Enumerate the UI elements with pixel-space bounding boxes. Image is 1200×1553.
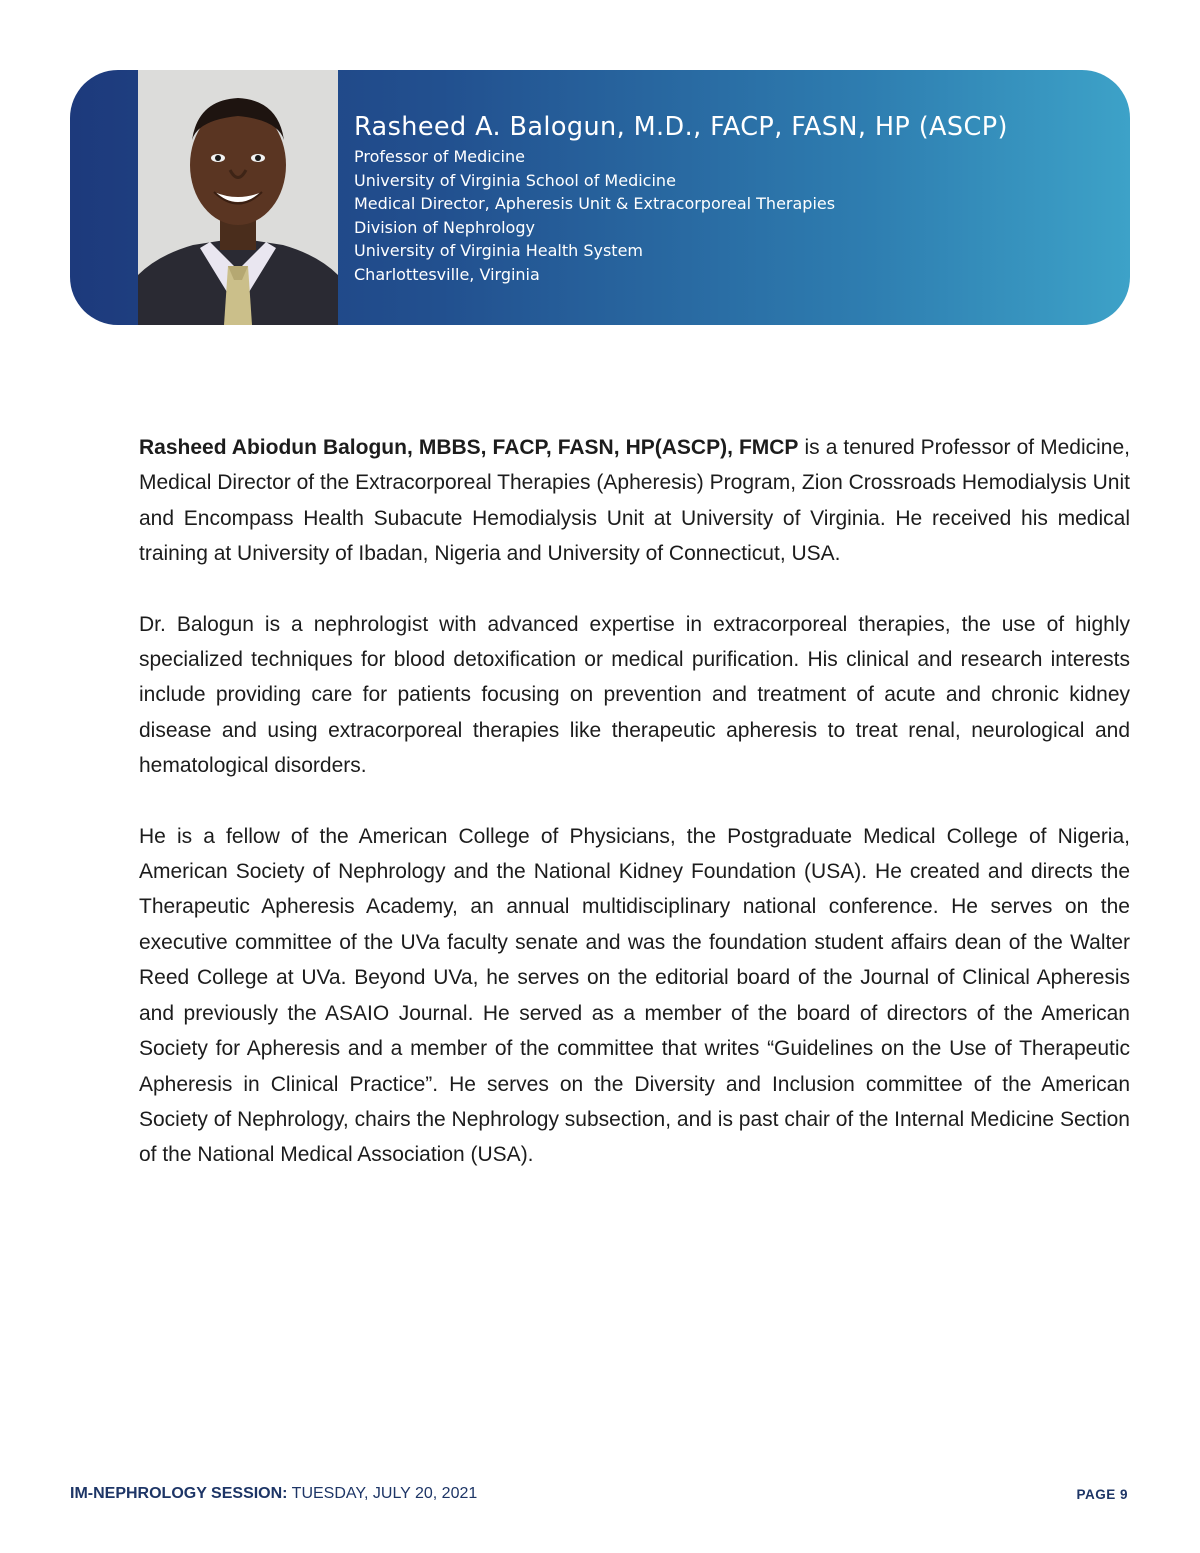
bio-name-credentials: Rasheed Abiodun Balogun, MBBS, FACP, FASN, HP(ASCP), FMCP <box>139 436 799 459</box>
headshot-photo <box>138 70 338 325</box>
bio-paragraph-3: He is a fellow of the American College of Physicians, the Postgraduate Medical College of Nigeria, American Society of Nephrology and the National Kidney Foundation (USA). He created and directs the Therapeutic Apheresis Academy, an annual multidisciplinary national conference. He serves on the executive committee of the UVa faculty senate and was the foundation student affairs dean of the Walter Reed College at UVa. Beyond UVa, he serves on the editorial board of the Journal of Clinical Apheresis and previously the ASAIO Journal. He served as a member of the board of directors of the American Society for Apheresis and a member of the committee that writes “Guidelines on the Use of Therapeutic Apheresis in Clinical Practice”. He serves on the Diversity and Inclusion committee of the American Society of Nephrology, chairs the Nephrology subsection, and is past chair of the Internal Medicine Section of the National Medical Association (USA). <box>139 824 1130 1167</box>
footer-date: TUESDAY, JULY 20, 2021 <box>287 1485 478 1502</box>
speaker-health-system: University of Virginia Health System <box>354 241 644 260</box>
header-banner <box>70 70 1130 325</box>
bio-paragraph-1-text: is a tenured Professor of Medicine, Medical Director of the Extracorporeal Therapies (Apheresis) Program, Zion Crossroads Hemodialysis Unit and Encompass Health Subacute Hemodialysis Unit at University of Virginia. He received his medical training at University of Ibadan, Nigeria and University of Connecticut, USA. <box>139 436 1130 566</box>
speaker-title: Professor of Medicine <box>354 147 525 166</box>
header-text <box>354 112 1008 286</box>
speaker-school: University of Virginia School of Medicine <box>354 170 676 190</box>
bio-paragraph-1 <box>139 430 1130 572</box>
portrait-illustration <box>138 70 338 325</box>
page-number: PAGE 9 <box>1076 1487 1128 1502</box>
footer-session <box>70 1485 477 1503</box>
speaker-division: Division of Nephrology <box>354 217 535 237</box>
speaker-location: Charlottesville, Virginia <box>354 264 540 284</box>
speaker-name: Rasheed A. Balogun, M.D., FACP, FASN, HP (ASCP) <box>354 112 1008 142</box>
speaker-role: Medical Director, Apheresis Unit & Extracorporeal Therapies <box>354 194 836 213</box>
footer-session-label: IM-NEPHROLOGY SESSION: <box>70 1485 288 1502</box>
bio-paragraph-2: Dr. Balogun is a nephrologist with advanced expertise in extracorporeal therapies, the use of highly specialized techniques for blood detoxification or medical purification. His clinical and research interests include providing care for patients focusing on prevention and treatment of acute and chronic kidney disease and using extracorporeal therapies like therapeutic apheresis to treat renal, neurological and hematological disorders. <box>139 612 1130 778</box>
biography <box>139 430 1130 1208</box>
